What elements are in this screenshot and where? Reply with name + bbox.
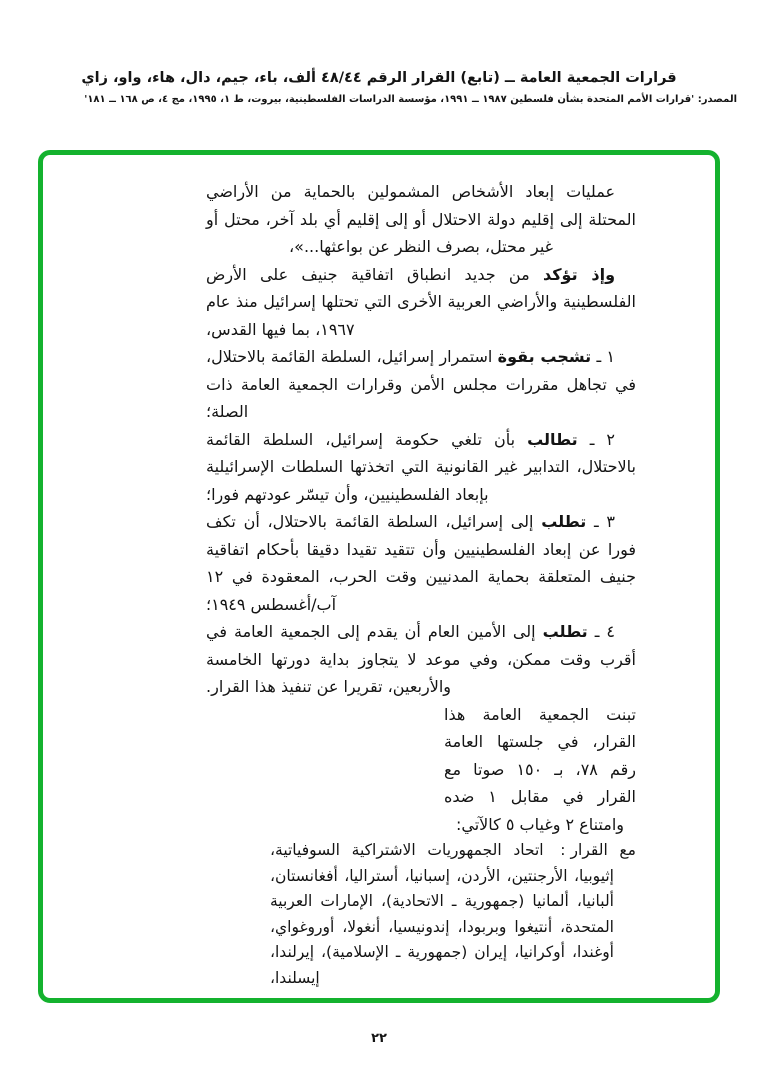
vote-label: مع القرار bbox=[570, 841, 636, 859]
resolution-body bbox=[206, 178, 636, 991]
item-lead: تطالب bbox=[527, 429, 578, 449]
preamble-lead: وإذ تؤكد bbox=[543, 264, 616, 284]
item-text: إلى الأمين العام أن يقدم إلى الجمعية العامة في أقرب وقت ممكن، وفي موعد لا يتجاوز بداية دورتها الخامسة والأربعين، تقريرا عن تنفيذ هذا القرار. bbox=[206, 622, 636, 696]
item-number: ١ ـ bbox=[596, 347, 616, 366]
vote-countries: اتحاد الجمهوريات الاشتراكية السوفياتية، إثيوبيا، الأرجنتين، الأردن، إسبانيا، أستراليا، أفغانستان، ألبانيا، ألمانيا (جمهورية ـ الاتحادية)، الإمارات العربية المتحدة، أنتيغوا وبربودا، إندونيسيا، أنغولا، أوروغواي، أوغندا، أوكرانيا، إيران (جمهورية ـ الإسلامية)، إيرلندا، إيسلندا، bbox=[270, 841, 614, 987]
item-number: ٣ ـ bbox=[593, 512, 615, 531]
item-text: إلى إسرائيل، السلطة القائمة بالاحتلال، أن تكف فورا عن إبعاد الفلسطينيين وأن تتقيد تقيدا دقيقا بأحكام اتفاقية جنيف المتعلقة بحماية المدنيين وقت الحرب، المعقودة في ١٢ آب/أغسطس ١٩٤٩؛ bbox=[206, 512, 636, 614]
item-text: بأن تلغي حكومة إسرائيل، السلطة القائمة بالاحتلال، التدابير غير القانونية التي اتخذتها السلطات الإسرائيلية بإبعاد الفلسطينيين، وأن تيسّر عودتهم فورا؛ bbox=[206, 429, 636, 504]
vote-colon: : bbox=[560, 841, 566, 859]
header-title: قرارات الجمعية العامة ــ (تابع) القرار الرقم ٤٨/٤٤ ألف، باء، جيم، دال، هاء، واو، زاي bbox=[81, 70, 677, 86]
item-lead: تطلب bbox=[542, 622, 588, 641]
item-text: استمرار إسرائيل، السلطة القائمة بالاحتلال، في تجاهل مقررات مجلس الأمن وقرارات الجمعية العامة ذات الصلة؛ bbox=[206, 347, 636, 421]
header-source-citation: المصدر: 'قرارات الأمم المتحدة بشأن فلسطين ١٩٨٧ ــ ١٩٩١، مؤسسة الدراسات الفلسطينية، بيروت، ط ١، ١٩٩٥، مج ٤، ص ١٦٨ ــ ١٨١' bbox=[84, 94, 737, 105]
page-number: ٢٢ bbox=[371, 1031, 387, 1046]
item-lead: تطلب bbox=[541, 512, 587, 531]
operative-paragraph-3 bbox=[206, 508, 636, 618]
operative-paragraph-4 bbox=[206, 618, 636, 701]
preamble-text: من جديد انطباق اتفاقية جنيف على الأرض الفلسطينية والأراضي العربية الأخرى التي تحتلها إسرائيل منذ عام ١٩٦٧، بما فيها القدس، bbox=[206, 264, 636, 339]
item-lead: تشجب بقوة bbox=[497, 347, 592, 366]
quoted-extract-paragraph: عمليات إبعاد الأشخاص المشمولين بالحماية من الأراضي المحتلة إلى إقليم دولة الاحتلال أو إلى إقليم أي بلد آخر، محتل أو غير محتل، بصرف النظر عن بواعثها...»، bbox=[206, 182, 636, 256]
page-header bbox=[0, 70, 758, 105]
operative-paragraph-2 bbox=[206, 426, 636, 509]
item-number: ٤ ـ bbox=[594, 622, 616, 641]
preambular-paragraph bbox=[206, 261, 636, 344]
operative-paragraph-1 bbox=[206, 343, 636, 426]
adoption-note: تبنت الجمعية العامة هذا القرار، في جلستها العامة رقم ٧٨، بـ ١٥٠ صوتا مع القرار في مقابل ١ ضده وامتناع ٢ وغياب ٥ كالآتي: bbox=[444, 704, 636, 834]
vote-record bbox=[270, 838, 636, 991]
item-number: ٢ ـ bbox=[589, 429, 616, 449]
